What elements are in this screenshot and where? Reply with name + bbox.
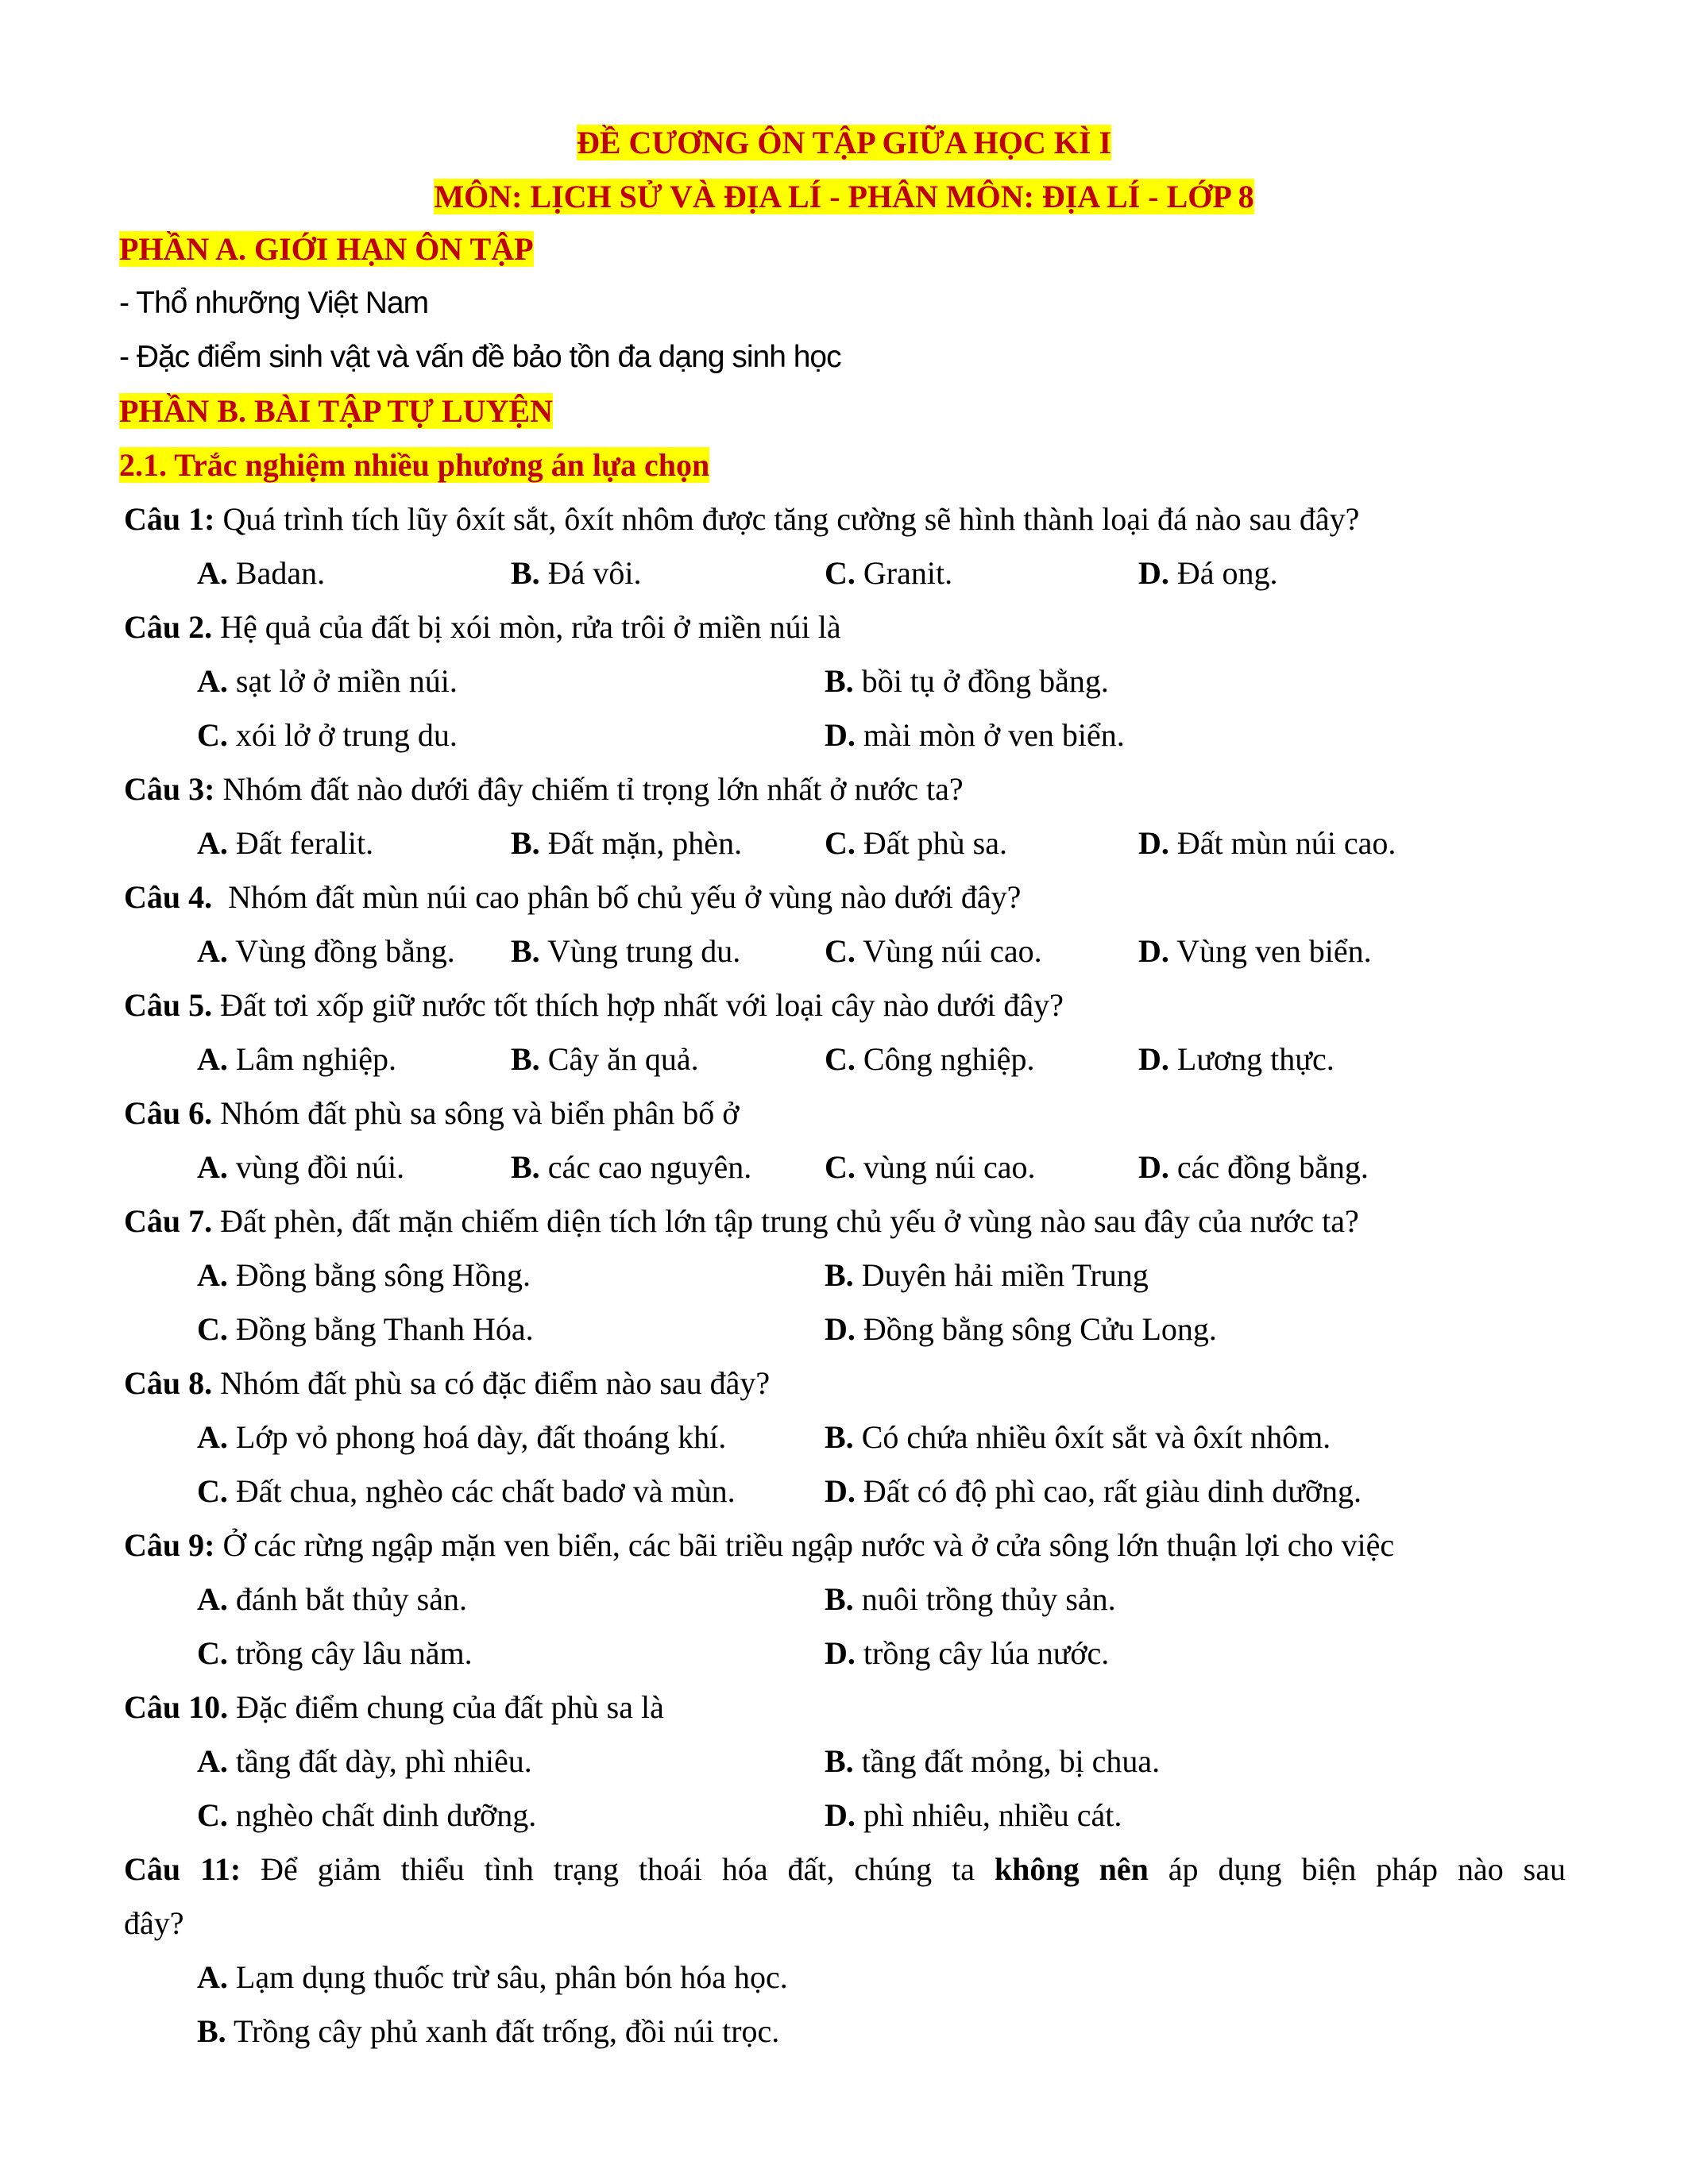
option: [197, 1951, 788, 2005]
question-label: Câu 6.: [124, 1095, 213, 1131]
option-key: B.: [825, 1257, 854, 1293]
option: [825, 1734, 1160, 1788]
option: [511, 816, 742, 870]
question-5: [124, 978, 1064, 1032]
option-key: D.: [825, 1797, 856, 1833]
option-text: các cao nguyên.: [539, 1149, 752, 1185]
option-text: Granit.: [855, 555, 953, 591]
option-key: C.: [197, 1635, 228, 1671]
option-key: A.: [197, 1041, 228, 1077]
option-text: Lâm nghiệp.: [227, 1041, 397, 1077]
option: [197, 816, 373, 870]
question-4: [124, 870, 1021, 924]
option-key: D.: [825, 1311, 856, 1347]
option-text: Đồng bằng sông Hồng.: [227, 1257, 531, 1293]
option-key: C.: [825, 933, 856, 969]
question-label: Câu 5.: [124, 987, 213, 1023]
option-text: xói lở ở trung du.: [227, 717, 458, 753]
part-a-item: - Thổ nhưỡng Việt Nam: [119, 286, 429, 320]
option-key: A.: [197, 1581, 228, 1617]
option-key: D.: [825, 1635, 856, 1671]
option: [197, 546, 325, 600]
option-text: trồng cây lâu năm.: [227, 1635, 473, 1671]
option-key: B.: [825, 663, 854, 699]
question-text: Đất tơi xốp giữ nước tốt thích hợp nhất với loại cây nào dưới đây?: [212, 987, 1064, 1023]
option-key: B.: [511, 1149, 540, 1185]
option-key: D.: [1138, 825, 1169, 861]
question-text: Ở các rừng ngập mặn ven biển, các bãi triều ngập nước và ở cửa sông lớn thuận lợi cho việc: [214, 1527, 1395, 1563]
option-text: Duyên hải miền Trung: [853, 1257, 1149, 1293]
option: [825, 546, 952, 600]
option: [197, 1248, 531, 1302]
option-text: Có chứa nhiều ôxít sắt và ôxít nhôm.: [853, 1419, 1331, 1455]
question-text: Để giảm thiểu tình trạng thoái hóa đất, chúng ta: [241, 1851, 995, 1887]
option: [825, 1410, 1331, 1464]
option-key: D.: [825, 1473, 856, 1509]
option-text: Vùng đồng bằng.: [227, 933, 455, 969]
option: [197, 1302, 534, 1356]
option-text: mài mòn ở ven biển.: [855, 717, 1125, 753]
option: [825, 1302, 1217, 1356]
option-text: Đá ong.: [1168, 555, 1278, 591]
question-text: Nhóm đất phù sa có đặc điểm nào sau đây?: [212, 1365, 771, 1401]
option-text: Vùng núi cao.: [855, 933, 1042, 969]
question-7: [124, 1194, 1359, 1248]
title-2: MÔN: LỊCH SỬ VÀ ĐỊA LÍ - PHÂN MÔN: ĐỊA LÍ - LỚP 8: [434, 179, 1254, 214]
question-label: Câu 10.: [124, 1689, 229, 1725]
option-text: nuôi trồng thủy sản.: [853, 1581, 1116, 1617]
question-text: Quá trình tích lũy ôxít sắt, ôxít nhôm được tăng cường sẽ hình thành loại đá nào sau đây?: [214, 501, 1360, 537]
option-key: A.: [197, 825, 228, 861]
option-text: các đồng bằng.: [1168, 1149, 1369, 1185]
option: [511, 546, 641, 600]
question-text: Đất phèn, đất mặn chiếm diện tích lớn tập trung chủ yếu ở vùng nào sau đây của nước ta?: [212, 1203, 1359, 1239]
question-8: [124, 1356, 770, 1410]
question-9: [124, 1518, 1394, 1572]
question-label: Câu 7.: [124, 1203, 213, 1239]
option-key: A.: [197, 1419, 228, 1455]
option-text: đánh bắt thủy sản.: [227, 1581, 467, 1617]
part-a-item: - Đặc điểm sinh vật và vấn đề bảo tồn đa dạng sinh học: [119, 340, 841, 374]
option-key: A.: [197, 663, 228, 699]
option-key: C.: [197, 1311, 228, 1347]
option: [825, 1626, 1109, 1680]
question-1: [124, 492, 1359, 546]
option: [825, 654, 1109, 708]
option-text: Lạm dụng thuốc trừ sâu, phân bón hóa học.: [227, 1959, 788, 1995]
question-label: Câu 8.: [124, 1365, 213, 1401]
question-2: [124, 600, 841, 654]
option: [825, 1248, 1149, 1302]
option: [1138, 1140, 1369, 1194]
part-b-subheading: [119, 438, 709, 492]
question-3: [124, 762, 964, 816]
option-text: Đất phù sa.: [855, 825, 1007, 861]
option: [197, 1626, 473, 1680]
option: [825, 924, 1042, 978]
option: [197, 2005, 779, 2059]
option: [197, 1572, 467, 1626]
option-text: Đất feralit.: [227, 825, 374, 861]
question-10: [124, 1680, 664, 1734]
option-text: Trồng cây phủ xanh đất trống, đồi núi trọc.: [226, 2013, 780, 2049]
option: [1138, 816, 1396, 870]
option: [511, 1032, 699, 1086]
question-text: Hệ quả của đất bị xói mòn, rửa trôi ở miền núi là: [212, 609, 841, 645]
option: [825, 708, 1125, 762]
option-text: Badan.: [227, 555, 326, 591]
option-key: D.: [825, 717, 856, 753]
part-b-heading-text: PHẦN B. BÀI TẬP TỰ LUYỆN: [119, 393, 554, 429]
option-text: Cây ăn quả.: [539, 1041, 699, 1077]
part-b-heading: [119, 384, 553, 438]
option-text: tầng đất dày, phì nhiêu.: [227, 1743, 532, 1779]
option-key: B.: [511, 933, 540, 969]
option-key: D.: [1138, 555, 1169, 591]
option-key: B.: [511, 1041, 540, 1077]
option: [197, 708, 458, 762]
title-line-1: [0, 116, 1688, 170]
question-label: Câu 11:: [124, 1851, 241, 1887]
option-text: Đất mùn núi cao.: [1168, 825, 1396, 861]
title-line-2: [0, 170, 1688, 224]
option-text: Vùng ven biển.: [1168, 933, 1372, 969]
question-label: Câu 3:: [124, 771, 215, 807]
option-text: trồng cây lúa nước.: [855, 1635, 1110, 1671]
option-text: tầng đất mỏng, bị chua.: [853, 1743, 1161, 1779]
option-key: B.: [511, 825, 540, 861]
option-key: B.: [825, 1581, 854, 1617]
question-text: Nhóm đất mùn núi cao phân bố chủ yếu ở vùng nào dưới đây?: [212, 879, 1022, 915]
question-11: [124, 1843, 1566, 1897]
option: [197, 1032, 396, 1086]
option-key: B.: [825, 1419, 854, 1455]
option-key: C.: [197, 1473, 228, 1509]
question-text: Đặc điểm chung của đất phù sa là: [228, 1689, 664, 1725]
option-text: Đất có độ phì cao, rất giàu dinh dưỡng.: [855, 1473, 1362, 1509]
option: [197, 1788, 536, 1843]
option: [197, 1734, 532, 1788]
option: [1138, 546, 1278, 600]
option: [197, 1464, 736, 1518]
question-label: Câu 1:: [124, 501, 215, 537]
option: [197, 924, 455, 978]
option-key: C.: [197, 717, 228, 753]
question-text: áp dụng biện pháp nào sau: [1148, 1851, 1566, 1887]
option-text: Vùng trung du.: [539, 933, 741, 969]
option-key: C.: [825, 555, 856, 591]
option-key: C.: [825, 825, 856, 861]
question-label: Câu 2.: [124, 609, 213, 645]
option: [825, 1788, 1122, 1843]
option-text: Đồng bằng sông Cửu Long.: [855, 1311, 1217, 1347]
option-text: Đồng bằng Thanh Hóa.: [227, 1311, 534, 1347]
option-key: B.: [197, 2013, 226, 2049]
option-key: D.: [1138, 1149, 1169, 1185]
option-key: A.: [197, 933, 228, 969]
option-text: bồi tụ ở đồng bằng.: [853, 663, 1109, 699]
option-key: A.: [197, 1743, 228, 1779]
question-label: Câu 4.: [124, 879, 213, 915]
option: [825, 816, 1007, 870]
option: [825, 1140, 1036, 1194]
option-key: C.: [825, 1149, 856, 1185]
option-text: phì nhiêu, nhiều cát.: [855, 1797, 1122, 1833]
option: [825, 1572, 1116, 1626]
option: [511, 924, 740, 978]
option-key: D.: [1138, 1041, 1169, 1077]
option-text: vùng đồi núi.: [227, 1149, 405, 1185]
option: [1138, 924, 1372, 978]
option-text: sạt lở ở miền núi.: [227, 663, 458, 699]
option-key: B.: [825, 1743, 854, 1779]
option-key: A.: [197, 1257, 228, 1293]
question-emphasis: không nên: [994, 1851, 1149, 1887]
option: [197, 1140, 404, 1194]
part-b-subheading-text: 2.1. Trắc nghiệm nhiều phương án lựa chọn: [119, 447, 710, 483]
question-text: Nhóm đất phù sa sông và biển phân bố ở: [212, 1095, 740, 1131]
option-key: A.: [197, 1959, 228, 1995]
question-6: [124, 1086, 739, 1140]
option-key: D.: [1138, 933, 1169, 969]
option-key: C.: [197, 1797, 228, 1833]
option-text: Lớp vỏ phong hoá dày, đất thoáng khí.: [227, 1419, 727, 1455]
option-key: B.: [511, 555, 540, 591]
question-label: Câu 9:: [124, 1527, 215, 1563]
option-text: Công nghiệp.: [855, 1041, 1035, 1077]
option: [197, 654, 458, 708]
option: [1138, 1032, 1335, 1086]
option-text: Đá vôi.: [539, 555, 642, 591]
part-a-heading: [119, 222, 534, 276]
option-key: A.: [197, 555, 228, 591]
option-text: Đất mặn, phèn.: [539, 825, 743, 861]
option-text: Đất chua, nghèo các chất badơ và mùn.: [227, 1473, 736, 1509]
option: [825, 1032, 1034, 1086]
option-text: nghèo chất dinh dưỡng.: [227, 1797, 537, 1833]
title-1: ĐỀ CƯƠNG ÔN TẬP GIỮA HỌC KÌ I: [576, 125, 1112, 160]
option-key: C.: [825, 1041, 856, 1077]
option: [511, 1140, 751, 1194]
option-text: vùng núi cao.: [855, 1149, 1036, 1185]
question-text: Nhóm đất nào dưới đây chiếm tỉ trọng lớn nhất ở nước ta?: [214, 771, 964, 807]
option: [197, 1410, 726, 1464]
option-key: A.: [197, 1149, 228, 1185]
question-11-continued: đây?: [124, 1905, 184, 1941]
option-text: Lương thực.: [1168, 1041, 1335, 1077]
option: [825, 1464, 1362, 1518]
part-a-heading-text: PHẦN A. GIỚI HẠN ÔN TẬP: [119, 231, 534, 267]
